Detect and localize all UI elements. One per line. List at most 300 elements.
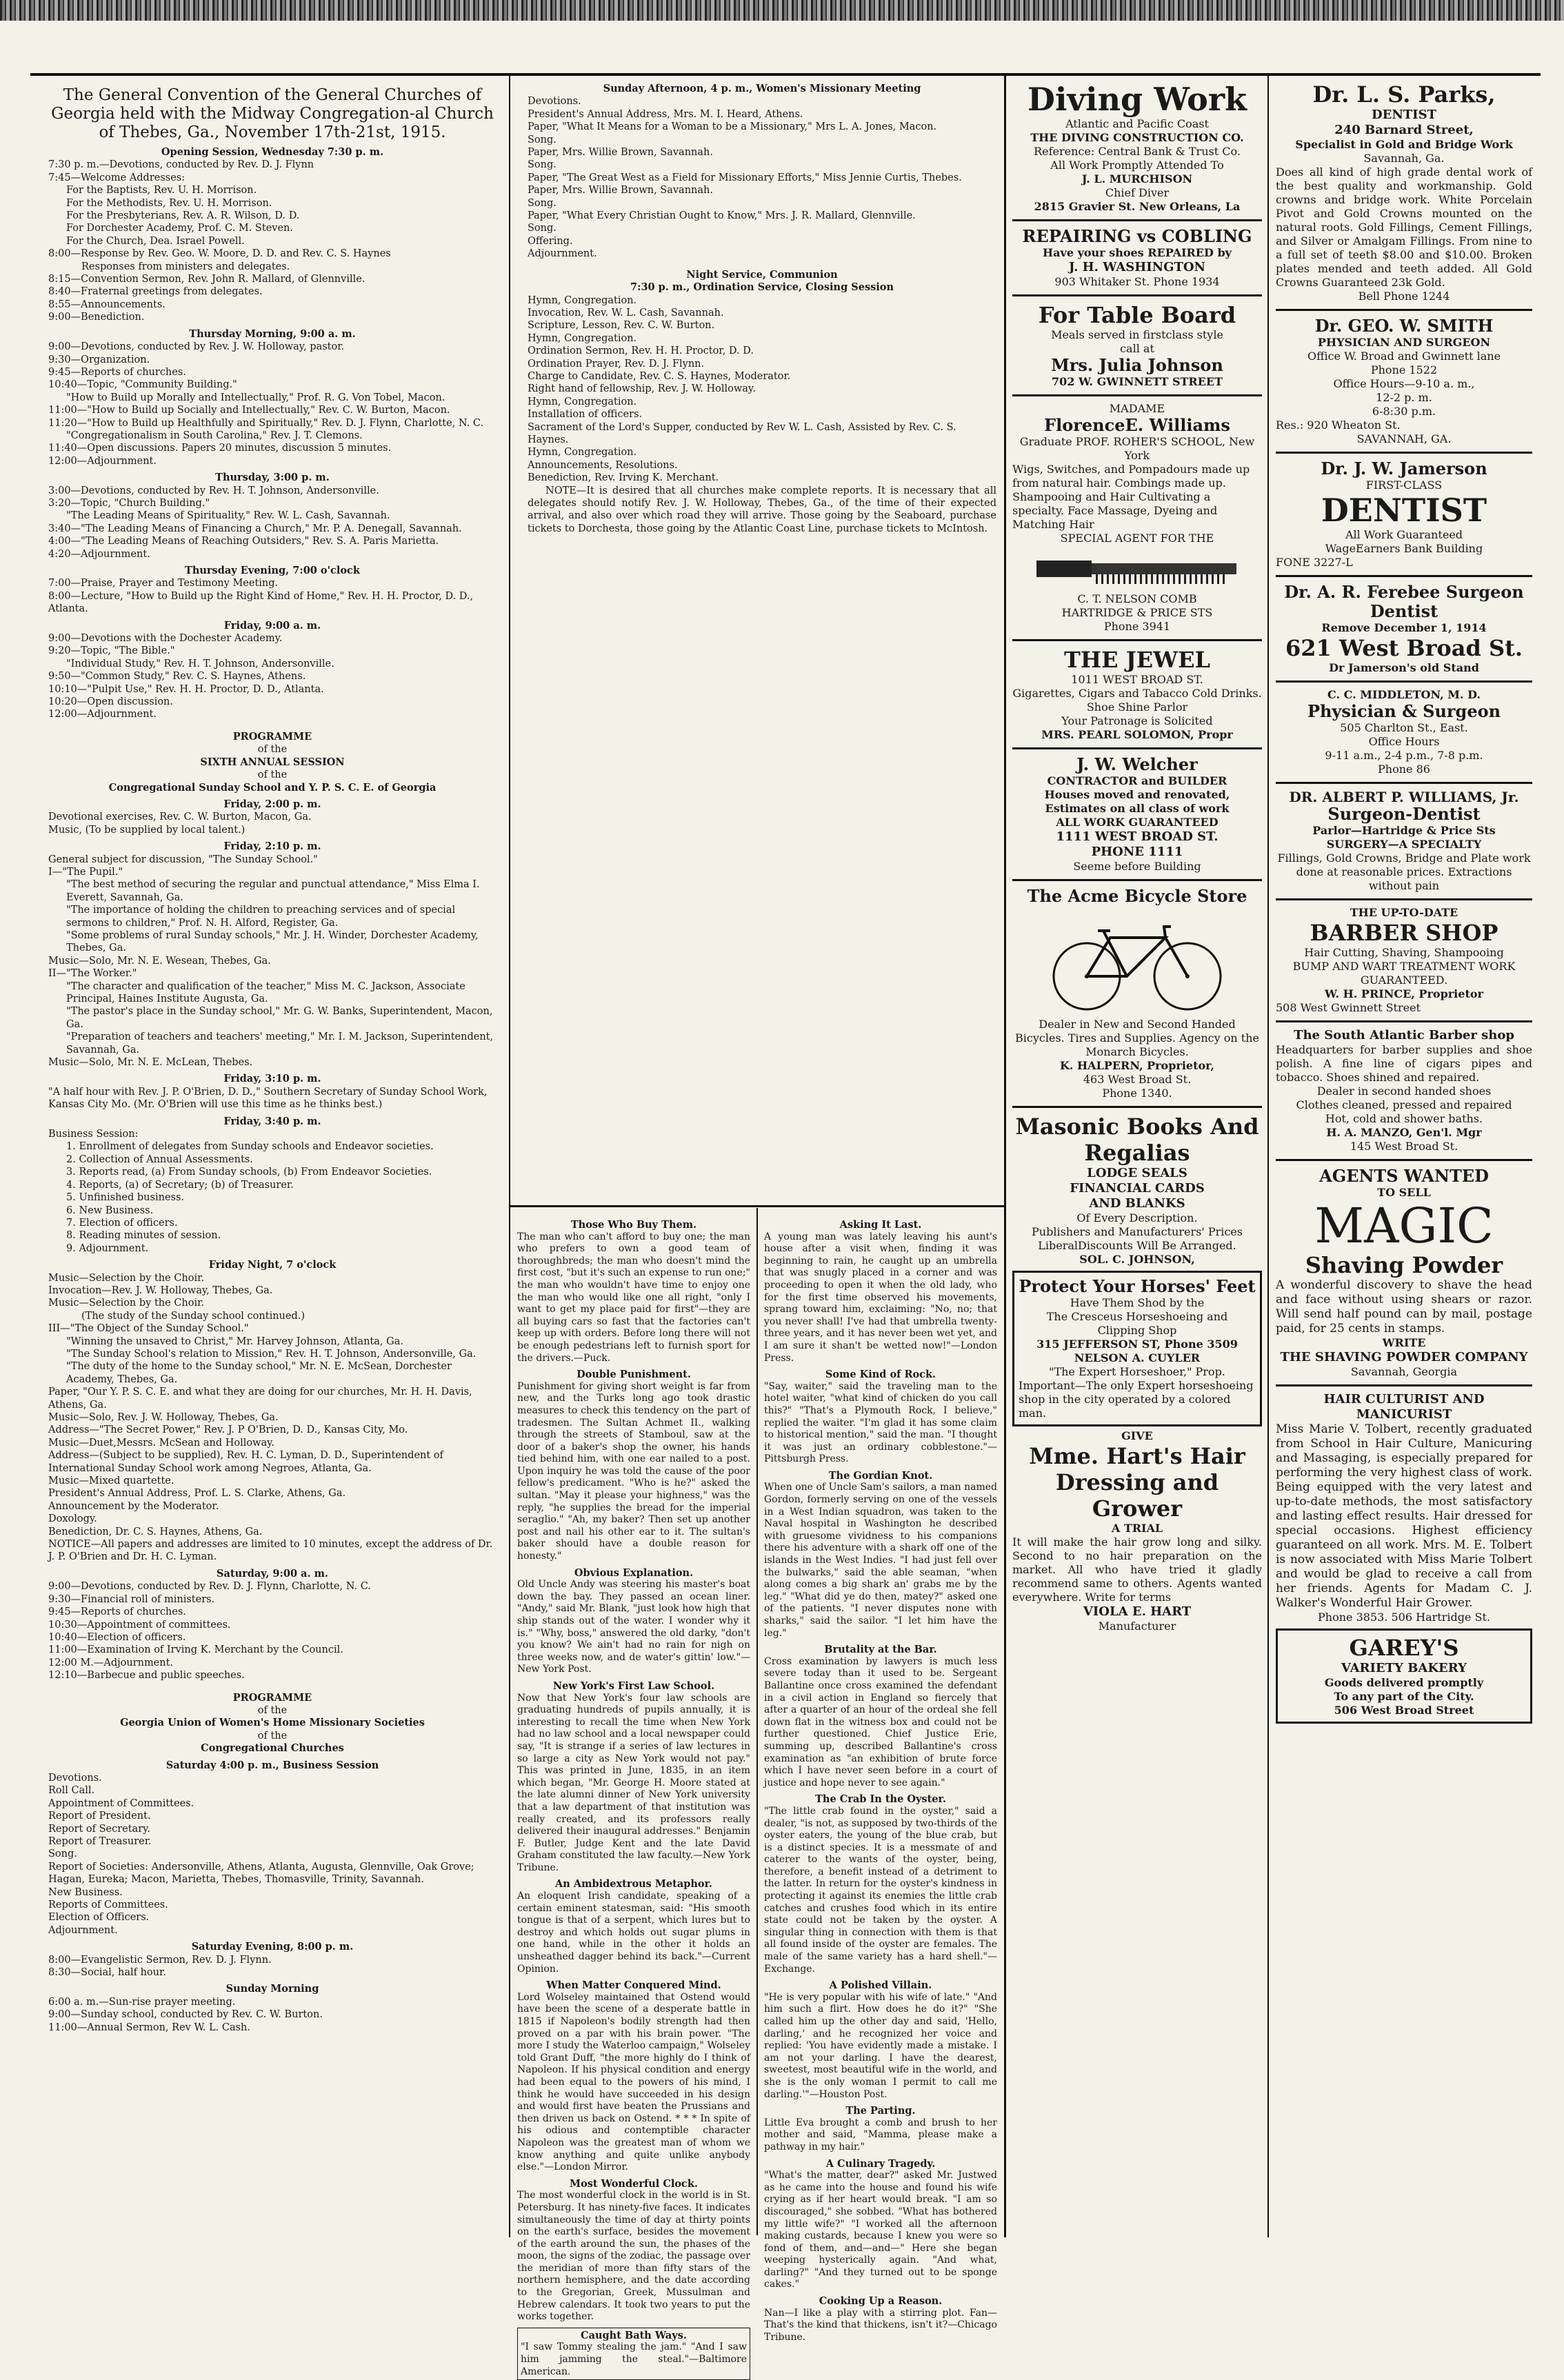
ad-madame-williams xyxy=(1012,402,1262,634)
night-service-list xyxy=(528,294,996,485)
list-item: 9:00—Benediction. xyxy=(48,312,145,323)
ad-line: FIRST-CLASS xyxy=(1365,478,1443,492)
ad-line: Seeme before Building xyxy=(1073,860,1201,873)
list-item: Business Session: xyxy=(48,1129,139,1140)
ad-title: DR. ALBERT P. WILLIAMS, Jr. xyxy=(1289,789,1519,805)
list-item: (The study of the Sunday school continued.) xyxy=(81,1310,305,1322)
ad-line: Mrs. Julia Johnson xyxy=(1051,355,1223,375)
list-item: 7:00—Praise, Prayer and Testimony Meeting. xyxy=(48,578,279,589)
ad-line: Your Patronage is Solicited xyxy=(1061,714,1213,727)
ad-line: C. C. MIDDLETON, M. D. xyxy=(1327,688,1481,701)
list-item: Invocation, Rev. W. L. Cash, Savannah. xyxy=(528,307,724,319)
ad-dr-williams xyxy=(1276,789,1532,893)
list-item: 12:00—Adjournment. xyxy=(48,455,157,467)
ad-gareys-bakery xyxy=(1276,1628,1532,1724)
list-item: "Preparation of teachers and teachers' meeting," Mr. I. M. Jackson, Superintendent, Savannah, Ga. xyxy=(66,1031,494,1056)
ad-magic-shaving-powder xyxy=(1276,1167,1532,1379)
ad-line: Miss Marie V. Tolbert, recently graduated from School in Hair Culture, Manicuring and Massaging, is especially prepared for performing the very highest class of work. Being equipped with the very latest and up-to-date methods, the most satisfactory and lasting effect results. Hair dressed for special occasions. Highest efficiency guaranteed on all work. Mrs. M. E. Tolbert is now associated with Miss Marie Tolbert and would be glad to receive a call from her friends. Agents for Madam C. J. Walker's Wonderful Hair Grower. xyxy=(1276,1422,1532,1610)
article-heading: The Parting. xyxy=(845,2105,916,2117)
thursday-evening-list xyxy=(48,577,497,615)
list-item: Benediction, Dr. C. S. Haynes, Athens, Ga. xyxy=(48,1526,263,1537)
ad-masonic xyxy=(1012,1113,1262,1267)
list-item: Sacrament of the Lord's Supper, conducted by Rev W. L. Cash, Assisted by Rev. C. S. Haynes. xyxy=(528,421,956,445)
list-item: For the Church, Dea. Israel Powell. xyxy=(66,235,245,247)
ad-line: ALL WORK GUARANTEED xyxy=(1056,816,1219,829)
ad-title: THE JEWEL xyxy=(1064,647,1210,673)
ad-title: For Table Board xyxy=(1038,302,1236,328)
ad-line: VIOLA E. HART xyxy=(1083,1604,1192,1619)
ad-line: SOL. C. JOHNSON, xyxy=(1079,1253,1195,1266)
list-item: Doxology. xyxy=(48,1513,97,1525)
article-text: "He is very popular with his wife of late." "And him such a flirt. How does he do it?" "She called him up the other day and said, 'Hello, darling,' and he recognized her voice and replied: 'You have evidently made a mistake. I am not your darling. I have the dearest, sweetest, most beautiful wife in the world, and she is the only woman I permit to call me darling.'"—Houston Post. xyxy=(764,1991,997,2100)
ad-line: Dr Jamerson's old Stand xyxy=(1329,661,1479,674)
article-heading: The Gordian Knot. xyxy=(828,1469,933,1482)
thursday-morning-list xyxy=(48,341,497,467)
ad-line: Have your shoes REPAIRED by xyxy=(1043,246,1232,259)
ad-line: H. A. MANZO, Gen'l. Mgr xyxy=(1326,1126,1482,1139)
list-item: Ordination Sermon, Rev. H. H. Proctor, D. D. xyxy=(528,345,754,357)
thursday-afternoon-list xyxy=(48,485,497,561)
ad-line: BUMP AND WART TREATMENT WORK GUARANTEED. xyxy=(1292,960,1516,987)
programme-churches: Congregational Churches xyxy=(201,1742,344,1755)
list-item: 12:10—Barbecue and public speeches. xyxy=(48,1670,245,1682)
ad-title: Protect Your Horses' Feet xyxy=(1019,1276,1256,1296)
list-item: Music—Solo, Rev. J. W. Holloway, Thebes, Ga. xyxy=(48,1412,279,1423)
ad-title: GAREY'S xyxy=(1349,1635,1459,1661)
ad-title: Masonic Books And Regalias xyxy=(1015,1113,1259,1166)
ad-title: Diving Work xyxy=(1027,81,1247,118)
ad-line: 702 W. GWINNETT STREET xyxy=(1051,375,1223,388)
ad-diving-work xyxy=(1012,81,1262,214)
ad-line: Meals served in firstclass style xyxy=(1051,328,1223,341)
section-heading: Friday, 2:10 p. m. xyxy=(223,840,321,853)
list-item: Responses from ministers and delegates. xyxy=(81,261,290,272)
article-text: The most wonderful clock in the world is in St. Petersburg. It has ninety-five faces. It indicates simultaneously the time of day at thirty points on the earth's surface, besides the movement of the earth around the sun, the phases of the moon, the signs of the zodiac, the passage over the meridian of more than fifty stars of the northern hemisphere, and the date according to the Gregorian, Greek, Mussulman and Hebrew calendars. It took two years to put the works together. xyxy=(517,2190,750,2323)
ad-line: Office Hours—9-10 a. m., xyxy=(1333,377,1475,390)
list-item: Devotions. xyxy=(48,1772,102,1784)
section-heading: Opening Session, Wednesday 7:30 p. m. xyxy=(161,146,384,158)
ad-line: DENTIST xyxy=(1372,108,1436,122)
list-item: Paper, "What Every Christian Ought to Know," Mrs. J. R. Mallard, Glennville. xyxy=(528,210,916,222)
ad-line: 506 West Broad Street xyxy=(1334,1704,1474,1717)
ad-line: Phone 86 xyxy=(1378,763,1430,776)
ad-line: Savannah, Georgia xyxy=(1350,1365,1458,1378)
list-item: 9. Adjournment. xyxy=(66,1242,149,1254)
column-anecdotes-right xyxy=(764,1215,997,2343)
ad-line: LiberalDiscounts Will Be Arranged. xyxy=(1038,1239,1236,1252)
ad-line: CONTRACTOR and BUILDER xyxy=(1047,774,1227,787)
ad-title: Dr. L. S. Parks, xyxy=(1312,81,1496,108)
ad-line: Manufacturer xyxy=(1098,1620,1176,1633)
article-heading: Some Kind of Rock. xyxy=(825,1369,936,1381)
column-programme-continued xyxy=(528,83,996,1200)
list-item: 1. Enrollment of delegates from Sunday schools and Endeavor societies. xyxy=(66,1141,434,1153)
ad-title: REPAIRING vs COBLING xyxy=(1022,226,1252,246)
ad-line: SAVANNAH, GA. xyxy=(1356,432,1452,445)
ad-line: 1011 WEST BROAD ST. xyxy=(1071,673,1203,686)
opening-list xyxy=(48,159,497,323)
list-item: 4:00—"The Leading Means of Reaching Outsiders," Rev. S. A. Paris Marietta. xyxy=(48,536,439,547)
programme-session: SIXTH ANNUAL SESSION xyxy=(200,756,345,768)
ad-line: Fillings, Gold Crowns, Bridge and Plate work done at reasonable prices. Extractions without pain xyxy=(1277,851,1531,892)
ad-title: BARBER SHOP xyxy=(1310,920,1498,946)
ad-line: Important—The only Expert horseshoeing shop in the city operated by a colored man. xyxy=(1019,1379,1254,1420)
list-item: Report of Societies: Andersonville, Athens, Atlanta, Augusta, Glennville, Oak Grove; Hagan, Eureka; Macon, Marietta, Thebes, Thomasville, Trinity, Savannah. xyxy=(48,1861,474,1886)
list-item: Music—Solo, Mr. N. E. Wesean, Thebes, Ga. xyxy=(48,955,271,967)
business-session-list xyxy=(48,1128,497,1255)
list-item: Paper, "The Great West as a Field for Missionary Efforts," Miss Jennie Curtis, Thebes. xyxy=(528,172,962,183)
ad-title: Dr. A. R. Ferebee Surgeon Dentist xyxy=(1284,582,1524,621)
ad-line: 2815 Gravier St. New Orleans, La xyxy=(1034,200,1241,213)
ad-line: 463 West Broad St. xyxy=(1083,1073,1192,1086)
list-item: Paper, Mrs. Willie Brown, Savannah. xyxy=(528,185,713,196)
list-item: "The Leading Means of Spirituality," Rev. W. L. Cash, Savannah. xyxy=(66,510,390,522)
programme-heading: PROGRAMME xyxy=(232,730,312,743)
list-item: Announcements, Resolutions. xyxy=(528,459,678,471)
ad-line: 621 West Broad St. xyxy=(1285,635,1523,661)
ad-line: FONE 3227-L xyxy=(1276,556,1353,569)
list-item: General subject for discussion, "The Sunday School." xyxy=(48,854,318,865)
ad-barber-shop xyxy=(1276,906,1532,1015)
ad-line: "The Expert Horseshoer," Prop. xyxy=(1049,1365,1225,1378)
notice-paragraph: NOTE—It is desired that all churches make complete reports. It is necessary that all delegates should notify Rev. J. W. Holloway, Thebes, Ga., of the time of their expected arrival, and also over which road they will arrive. Those going by the Seaboard, purchase tickets to Dorchesta, those going by the Atlantic Coast Line, purchase tickets to McIntosh. xyxy=(528,485,996,534)
ad-dr-parks xyxy=(1276,81,1532,303)
section-heading: Sunday Afternoon, 4 p. m., Women's Missionary Meeting xyxy=(603,83,921,94)
ad-line: Chief Diver xyxy=(1105,186,1170,199)
ad-line: Res.: 920 Wheaton St. xyxy=(1276,418,1401,432)
ad-line: To any part of the City. xyxy=(1334,1690,1474,1703)
article-text: A young man was lately leaving his aunt's house after a visit when, finding it was beginning to rain, he caught up an umbrella that was snugly placed in a corner and was proceeding to open it when the old lady, who for the first time observed his movements, sprang toward him, exclaiming: "No, no; that you never shall! I've had that umbrella twenty-three years, and it has never been wet yet, and I am sure it shan't be wetted now!"—London Press. xyxy=(764,1231,997,1364)
article-heading: The Crab In the Oyster. xyxy=(815,1793,946,1806)
section-heading: Friday Night, 7 o'clock xyxy=(208,1259,337,1271)
ad-horses-feet xyxy=(1012,1271,1262,1426)
list-item: 11:00—"How to Build up Socially and Intellectually," Rev. C. W. Burton, Macon. xyxy=(48,405,450,416)
section-heading: Friday, 9:00 a. m. xyxy=(223,619,321,632)
ad-line: Hair Cutting, Shaving, Shampooing xyxy=(1304,946,1504,959)
ad-line: Publishers and Manufacturers' Prices xyxy=(1032,1225,1243,1238)
list-item: 4:20—Adjournment. xyxy=(48,548,150,560)
list-item: New Business. xyxy=(48,1886,123,1898)
ad-line: THE SHAVING POWDER COMPANY xyxy=(1280,1350,1528,1364)
ad-line: Dealer in second handed shoes xyxy=(1316,1085,1492,1098)
list-item: Invocation—Rev. J. W. Holloway, Thebes, Ga. xyxy=(48,1284,273,1296)
column-ads-1 xyxy=(1012,81,1262,2236)
article-heading: When Matter Conquered Mind. xyxy=(546,1979,721,1992)
ad-line: W. H. PRINCE, Proprietor xyxy=(1325,987,1483,1000)
list-item: 8:15—Convention Sermon, Rev. John R. Mallard, of Glennville. xyxy=(48,274,365,285)
ad-line: Phone 3853. 506 Hartridge St. xyxy=(1318,1611,1490,1624)
friday-night-list xyxy=(48,1272,497,1564)
section-heading: Friday, 2:00 p. m. xyxy=(223,798,321,810)
ad-line: LODGE SEALS xyxy=(1087,1166,1187,1180)
list-item: "The best method of securing the regular and punctual attendance," Miss Elma I. Everett, Savannah, Ga. xyxy=(66,879,480,903)
list-item: Hymn, Congregation. xyxy=(528,396,637,407)
ad-dr-jamerson xyxy=(1276,459,1532,569)
list-item: Song. xyxy=(48,1848,77,1860)
ad-repairing xyxy=(1012,227,1262,289)
list-item: Paper, "What It Means for a Woman to be a Missionary," Mrs L. A. Jones, Macon. xyxy=(528,121,937,133)
ad-line: SPECIAL AGENT FOR THE xyxy=(1060,532,1214,545)
article-text: "Say, waiter," said the traveling man to the hotel waiter, "what kind of chicken do you call this?" "That's a Plymouth Rock, I believe," replied the waiter. "I'm glad it has some claim to historical mention," said the man. "I thought it was just an ordinary cobblestone."—Pittsburgh Press. xyxy=(764,1380,997,1465)
article-text: Old Uncle Andy was steering his master's boat down the bay. They passed an ocean liner. "Andy," said Mr. Blank, "just look how high that ship stands out of the water. I wonder why it is." "Why, boss," answered the old darky, "don't you know? We ain't had no rain for nigh on three weeks now, and de water's gittin' low."—New York Post. xyxy=(517,1579,750,1675)
ad-line: 1111 WEST BROAD ST. xyxy=(1056,829,1219,844)
article-heading: An Ambidextrous Metaphor. xyxy=(555,1878,712,1890)
list-item: Announcement by the Moderator. xyxy=(48,1500,219,1512)
list-item: "Individual Study," Rev. H. T. Johnson, Andersonville. xyxy=(66,658,334,669)
list-item: "Congregationalism in South Carolina," Rev. J. T. Clemons. xyxy=(66,430,363,441)
ad-line: It will make the hair grow long and silky. Second to no hair preparation on the market. All who have tried it gladly recommend same to others. Agents wanted everywhere. Write for terms xyxy=(1012,1535,1262,1604)
list-item: Offering. xyxy=(528,235,573,247)
friday-210-list xyxy=(48,854,497,1069)
top-rule xyxy=(30,73,1541,76)
ad-line: PHONE 1111 xyxy=(1091,845,1183,859)
ad-line: HARTRIDGE & PRICE STS xyxy=(1061,606,1213,619)
mid-rule xyxy=(510,1205,1004,1207)
ad-title: AGENTS WANTED xyxy=(1319,1166,1489,1186)
ad-the-jewel xyxy=(1012,647,1262,742)
list-item: Devotional exercises, Rev. C. W. Burton, Macon, Ga. xyxy=(48,811,312,823)
ad-line: 145 West Broad St. xyxy=(1350,1140,1458,1153)
saturday-business-list xyxy=(48,1772,497,1937)
article-text: "I saw Tommy stealing the jam." "And I saw him jamming the steal."—Baltimore American. xyxy=(521,2341,747,2377)
list-item: Ordination Prayer, Rev. D. J. Flynn. xyxy=(528,358,705,370)
ad-line: Phone 1522 xyxy=(1370,363,1438,376)
ad-line: PHYSICIAN AND SURGEON xyxy=(1317,336,1491,349)
ad-line: WageEarners Bank Building xyxy=(1325,542,1483,555)
list-item: 3:20—Topic, "Church Building." xyxy=(48,497,210,509)
section-heading: 7:30 p. m., Ordination Service, Closing Session xyxy=(630,281,894,294)
friday-morning-list xyxy=(48,632,497,721)
ad-line: All Work Guaranteed xyxy=(1345,528,1463,541)
section-heading: Thursday, 3:00 p. m. xyxy=(215,472,330,484)
article-heading: A Polished Villain. xyxy=(829,1979,932,1992)
list-item: Hymn, Congregation. xyxy=(528,447,637,458)
programme-heading: PROGRAMME xyxy=(232,1691,312,1704)
ad-line: 6-8:30 p.m. xyxy=(1372,405,1436,418)
ad-acme-bicycle xyxy=(1012,887,1262,1100)
ad-title: Dr. GEO. W. SMITH xyxy=(1314,316,1494,336)
column-rule-1 xyxy=(509,76,510,2237)
list-item: Adjournment. xyxy=(48,1924,118,1936)
ad-line: Goods delivered promptly xyxy=(1324,1676,1484,1689)
ad-welcher xyxy=(1012,755,1262,874)
list-item: 9:30—Financial roll of ministers. xyxy=(48,1593,215,1605)
list-item: 10:10—"Pulpit Use," Rev. H. H. Proctor, D. D., Atlanta. xyxy=(48,683,324,695)
article-text: Cross examination by lawyers is much less severe today than it used to be. Sergeant Ballantine once cross examined the defendant in a civil action in England so fiercely that after a quarter of an hour of the ordeal she fell down flat in the witness box and could not be further questioned. Chief Justice Erie, summing up, described Ballantine's cross examination as "an exhibition of brute force which I have never seen before in a court of justice and hope never to see again." xyxy=(764,1655,997,1788)
ad-title: Mme. Hart's Hair Dressing and Grower xyxy=(1029,1443,1245,1522)
list-item: "The pastor's place in the Sunday school," Mr. G. W. Banks, Superintendent, Macon, Ga. xyxy=(66,1006,493,1030)
list-item: 11:40—Open discussions. Papers 20 minutes, discussion 5 minutes. xyxy=(48,443,392,454)
article-text: Lord Wolseley maintained that Ostend would have been the scene of a desperate battle in 1815 if Napoleon's bodily strength had then proved on a par with his brain power. "The more I study the Waterloo campaign," Wolseley told Grant Duff, "the more highly do I think of Napoleon. If his physical condition and energy had been equal to the powers of his mind, I think he would have succeeded in his design and would first have beaten the Prussians and then driven us back on Ostend. * * * In spite of his odious and contemptible character Napoleon was the greatest man of whom we know anything and quite unlike anybody else."—London Mirror. xyxy=(517,1991,750,2173)
scan-edge xyxy=(0,0,1564,21)
ad-line: Reference: Central Bank & Trust Co. xyxy=(1034,145,1241,158)
list-item: 9:00—Devotions, conducted by Rev. D. J. Flynn, Charlotte, N. C. xyxy=(48,1581,371,1593)
list-item: 9:50—"Common Study," Rev. C. S. Haynes, Athens. xyxy=(48,671,306,683)
list-item: Song. xyxy=(528,223,557,234)
list-item: Charge to Candidate, Rev. C. S. Haynes, Moderator. xyxy=(528,370,791,382)
list-item: Address—"The Secret Power," Rev. J. P O'Brien, D. D., Kansas City, Mo. xyxy=(48,1424,408,1436)
ad-line: MRS. PEARL SOLOMON, Propr xyxy=(1041,728,1233,741)
ad-line: THE DIVING CONSTRUCTION CO. xyxy=(1030,131,1244,144)
ad-line: Phone 3941 xyxy=(1103,620,1171,633)
list-item: Reports of Committees. xyxy=(48,1899,168,1911)
ad-dr-smith xyxy=(1276,316,1532,446)
list-item: For the Baptists, Rev. U. H. Morrison. xyxy=(66,185,257,196)
list-item: 9:00—Devotions with the Dochester Academy. xyxy=(48,633,283,645)
list-item: "Some problems of rural Sunday schools," Mr. J. H. Winder, Dorchester Academy, Thebes, Ga. xyxy=(66,929,479,954)
bicycle-icon xyxy=(1044,910,1230,1013)
ad-line: Specialist in Gold and Bridge Work xyxy=(1295,138,1513,151)
ad-table-board xyxy=(1012,302,1262,389)
ad-line: FINANCIAL CARDS xyxy=(1070,1181,1205,1196)
article-heading: Double Punishment. xyxy=(577,1369,691,1381)
ad-line: Atlantic and Pacific Coast xyxy=(1065,117,1209,130)
list-item: III—"The Object of the Sunday School." xyxy=(48,1323,249,1335)
column-anecdotes-left xyxy=(517,1215,750,2377)
ad-south-atlantic-barber xyxy=(1276,1028,1532,1153)
ad-line: Clothes cleaned, pressed and repaired xyxy=(1296,1098,1512,1111)
list-item: "The duty of the home to the Sunday school," Mr. N. E. McSean, Dorchester Academy, Thebes, Ga. xyxy=(66,1361,452,1385)
ad-hair-culturist xyxy=(1276,1392,1532,1624)
list-item: 11:20—"How to Build up Healthfully and Spiritually," Rev. D. J. Flynn, Charlotte, N. C. xyxy=(48,417,484,429)
section-heading: Friday, 3:40 p. m. xyxy=(223,1115,321,1127)
comb-icon xyxy=(1034,549,1241,588)
list-item: 2. Collection of Annual Assessments. xyxy=(66,1153,253,1165)
list-item: 7:30 p. m.—Devotions, conducted by Rev. D. J. Flynn xyxy=(48,159,314,171)
ad-line: Parlor—Hartridge & Price Sts xyxy=(1312,824,1496,837)
list-item: "The importance of holding the children to preaching services and of special sermons to children," Prof. N. H. Alford, Register, Ga. xyxy=(66,905,456,929)
list-item: Benediction, Rev. Irving K. Merchant. xyxy=(528,472,719,484)
list-item: 8:55—Announcements. xyxy=(48,299,166,310)
ad-line: All Work Promptly Attended To xyxy=(1050,159,1224,172)
ad-line: The Cresceus Horseshoeing and xyxy=(1046,1310,1228,1323)
list-item: 9:30—Organization. xyxy=(48,354,150,365)
ad-line: Gigarettes, Cigars and Tabacco Cold Drinks. Shoe Shine Parlor xyxy=(1012,687,1262,714)
list-item: II—"The Worker." xyxy=(48,968,137,980)
programme-union: Georgia Union of Women's Home Missionary Societies xyxy=(120,1717,425,1729)
ad-line: Clipping Shop xyxy=(1097,1324,1177,1337)
ad-line: TO SELL xyxy=(1377,1186,1431,1199)
list-item: 8:00—Evangelistic Sermon, Rev. D. J. Flynn. xyxy=(48,1954,272,1966)
ad-title: FlorenceE. Williams xyxy=(1044,415,1230,435)
list-item: Installation of officers. xyxy=(528,409,643,421)
ad-line: 9-11 a.m., 2-4 p.m., 7-8 p.m. xyxy=(1325,749,1483,762)
list-item: Music—Selection by the Choir. xyxy=(48,1298,205,1309)
column-ads-2 xyxy=(1276,81,1532,2236)
list-item: Report of Secretary. xyxy=(48,1823,151,1835)
ad-line: Of Every Description. xyxy=(1076,1211,1198,1224)
list-item: Paper, Mrs. Willie Brown, Savannah. xyxy=(528,147,713,159)
article-heading: A Culinary Tragedy. xyxy=(825,2157,936,2170)
list-item: Hymn, Congregation. xyxy=(528,294,637,306)
list-item: President's Annual Address, Prof. L. S. Clarke, Athens, Ga. xyxy=(48,1488,346,1500)
list-item: I—"The Pupil." xyxy=(48,866,123,878)
convention-title: The General Convention of the General Churches of Georgia held with the Midway Congregation-al Church of Thebes, Ga., November 17th-21st, 1915. xyxy=(51,86,494,141)
list-item: "The Sunday School's relation to Mission," Rev. H. T. Johnson, Andersonville, Ga. xyxy=(66,1348,477,1360)
ad-dr-middleton xyxy=(1276,688,1532,776)
ad-line: Shaving Powder xyxy=(1305,1252,1503,1278)
list-item: Address—(Subject to be supplied), Rev. H. C. Lyman, D. D., Superintendent of International Sunday School work among Negroes, Atlanta, Ga. xyxy=(48,1450,443,1474)
ad-title: Physician & Surgeon xyxy=(1307,701,1501,721)
list-item: 3:00—Devotions, conducted by Rev. H. T. Johnson, Andersonville. xyxy=(48,485,379,496)
list-item: For Dorchester Academy, Prof. C. M. Steven. xyxy=(66,223,293,234)
article-heading: Cooking Up a Reason. xyxy=(819,2295,943,2308)
list-item: Appointment of Committees. xyxy=(48,1797,194,1809)
column-rule-2mid xyxy=(756,1208,758,2235)
list-item: 5. Unfinished business. xyxy=(66,1192,185,1204)
list-item: Music, (To be supplied by local talent.) xyxy=(48,824,245,836)
saturday-list xyxy=(48,1580,497,1682)
article-text: "What's the matter, dear?" asked Mr. Justwed as he came into the house and found his wife crying as if her heart would break. "I am so discouraged," she sobbed. "What has bothered my little wife?" "I worked all the afternoon making custards, because I knew you were so fond of them, and—and—" Here she began weeping hysterically again. "And what, darling?" "And they turned out to be sponge cakes." xyxy=(764,2170,997,2290)
ad-line: Wigs, Switches, and Pompadours made up from natural hair. Combings made up. Shampooing and Hair Cultivating a specialty. Face Massage, Dyeing and Matching Hair xyxy=(1012,463,1250,531)
article-heading: Those Who Buy Them. xyxy=(570,1219,697,1231)
ad-line: MADAME xyxy=(1109,402,1165,415)
list-item: 12:00—Adjournment. xyxy=(48,709,157,720)
list-item: Scripture, Lesson, Rev. C. W. Burton. xyxy=(528,320,715,332)
article-text: When one of Uncle Sam's sailors, a man named Gordon, formerly serving on one of the vessels in a West Indian squadron, was taken to the Naval hospital in Washington he described with gruesome vividness to his companions there his adventure with a shark off one of the islands in the West Indies. "I had just fell over the bulwarks," said the able seaman, "when along comes a big shark an' grabs me by the leg." "What did ye do then, matey?" asked one of the patients. "I never disputes none with sharks," said the sailor. "I let him have the leg." xyxy=(764,1482,997,1639)
list-item: 7:45—Welcome Addresses: xyxy=(48,172,186,183)
list-item: 8:40—Fraternal greetings from delegates. xyxy=(48,286,263,298)
list-item: 4. Reports, (a) of Secretary; (b) of Treasurer. xyxy=(66,1179,294,1191)
programme-of: of the xyxy=(257,1704,288,1716)
section-heading: Night Service, Communion xyxy=(686,268,838,281)
ad-title: J. W. Welcher xyxy=(1076,754,1198,774)
list-item: Music—Selection by the Choir. xyxy=(48,1272,205,1284)
ad-line: A TRIAL xyxy=(1111,1522,1163,1535)
list-item: 6:00 a. m.—Sun-rise prayer meeting. xyxy=(48,1996,236,2008)
list-item: Song. xyxy=(528,159,557,171)
list-item: Devotions. xyxy=(528,96,581,108)
ad-line: DENTIST xyxy=(1321,492,1487,529)
list-item: 11:00—Examination of Irving K. Merchant by the Council. xyxy=(48,1644,343,1656)
list-item: 10:40—Election of officers. xyxy=(48,1631,186,1643)
list-item: 11:00—Annual Sermon, Rev W. L. Cash. xyxy=(48,2021,251,2033)
ad-line: Have Them Shod by the xyxy=(1070,1296,1205,1309)
programme-of: of the xyxy=(257,769,288,781)
ad-line: Phone 1340. xyxy=(1102,1087,1172,1100)
ad-line: NELSON A. CUYLER xyxy=(1074,1351,1201,1364)
list-item: 9:20—Topic, "The Bible." xyxy=(48,645,175,657)
list-item: 3. Reports read, (a) From Sunday schools, (b) From Endeavor Societies. xyxy=(66,1167,432,1178)
column-programme xyxy=(48,86,497,2237)
ad-mme-hart xyxy=(1012,1429,1262,1633)
ad-line: Office W. Broad and Gwinnett lane xyxy=(1307,350,1501,363)
ad-line: J. L. MURCHISON xyxy=(1081,172,1193,185)
section-heading: Saturday 4:00 p. m., Business Session xyxy=(166,1759,379,1771)
article-text: Now that New York's four law schools are graduating hundreds of pupils annually, it is interesting to recall the time when New York had no law school and a local newspaper could say, "It is strange if a series of law lectures in so large a city as New York would not pay." This was printed in June, 1835, in an item which began, "Mr. George H. Moore stated at the late alumni dinner of New York university that a law department of that institution was really created, and its professors really delivered their inaugural addresses." Benjamin F. Butler, Judge Kent and the late David Graham constituted the law faculty.—New York Tribune. xyxy=(517,1692,750,1873)
ad-line: Houses moved and renovated, xyxy=(1044,788,1230,801)
list-item: Music—Solo, Mr. N. E. McLean, Thebes. xyxy=(48,1057,253,1069)
programme-body: Congregational Sunday School and Y. P. S. C. E. of Georgia xyxy=(108,781,437,794)
list-item: Report of Treasurer. xyxy=(48,1836,152,1847)
list-item: For the Methodists, Rev. U. H. Morrison. xyxy=(66,197,272,209)
list-item: Roll Call. xyxy=(48,1785,95,1797)
article-heading: Brutality at the Bar. xyxy=(824,1644,937,1656)
section-heading: Thursday Morning, 9:00 a. m. xyxy=(189,327,356,340)
ad-line: Remove December 1, 1914 xyxy=(1321,621,1487,634)
article-heading: Caught Bath Ways. xyxy=(581,2329,687,2341)
list-item: 10:40—Topic, "Community Building." xyxy=(48,379,237,391)
ad-line: MAGIC xyxy=(1314,1198,1494,1254)
ad-line: C. T. NELSON COMB xyxy=(1077,592,1197,605)
list-item: Adjournment. xyxy=(528,248,597,260)
ad-line: 903 Whitaker St. Phone 1934 xyxy=(1054,275,1220,288)
list-item: "Winning the unsaved to Christ," Mr. Harvey Johnson, Atlanta, Ga. xyxy=(66,1335,403,1347)
list-item: Paper, "Our Y. P. S. C. E. and what they are doing for our churches, Mr. H. H. Davis, Athens, Ga. xyxy=(48,1386,472,1411)
list-item: 9:45—Reports of churches. xyxy=(48,1606,186,1618)
section-heading: Friday, 3:10 p. m. xyxy=(223,1073,321,1085)
ad-line: K. HALPERN, Proprietor, xyxy=(1060,1059,1214,1072)
